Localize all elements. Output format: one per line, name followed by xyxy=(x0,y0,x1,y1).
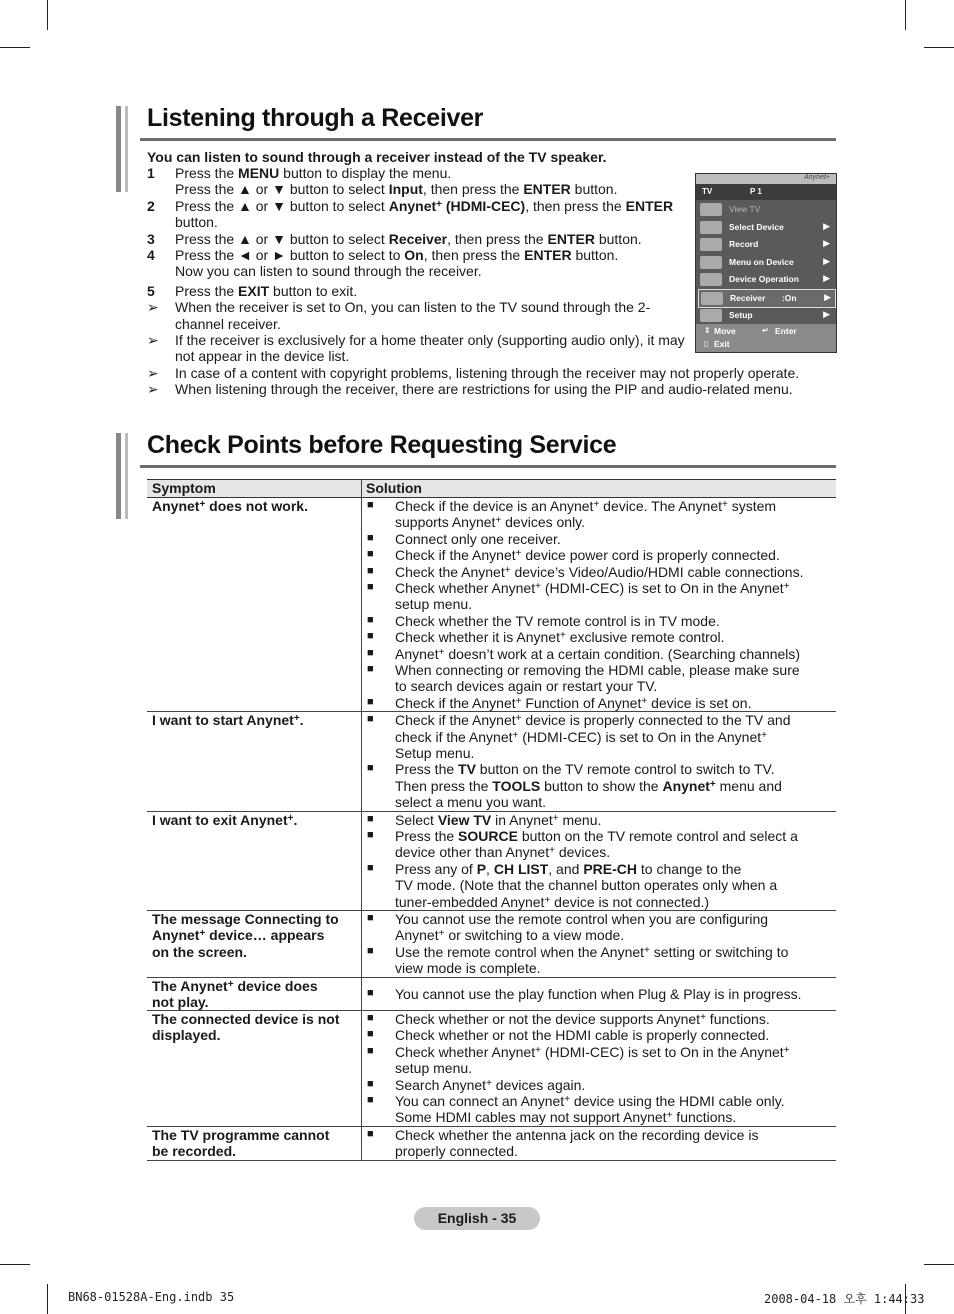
arrow-right-icon: ▶ xyxy=(823,308,830,319)
step-number: 3 xyxy=(147,230,155,247)
symptom-text: not play. xyxy=(152,994,209,1011)
osd-item-label: Device Operation xyxy=(729,274,799,285)
bullet-square-icon: ■ xyxy=(367,1012,374,1024)
bullet-square-icon: ■ xyxy=(367,987,374,999)
step-text: Press the MENU button to display the menu. xyxy=(175,165,452,181)
section-bar xyxy=(116,106,121,192)
solution-text: Check if the Anynet+ device is properly connected to the TV and xyxy=(395,712,791,729)
table-header xyxy=(147,479,836,498)
bullet-square-icon: ■ xyxy=(367,695,374,708)
bullet-square-icon: ■ xyxy=(367,1028,374,1041)
arrow-right-icon: ▶ xyxy=(823,238,830,249)
solution-text: Check whether Anynet+ (HDMI-CEC) is set to On in the Anynet+ xyxy=(395,1043,790,1060)
solution-text: setup menu. xyxy=(395,596,473,613)
bullet-square-icon: ■ xyxy=(367,613,374,626)
symptom-text: The TV programme cannot xyxy=(152,1126,330,1143)
bullet-square-icon: ■ xyxy=(367,861,374,874)
symptom-text: be recorded. xyxy=(152,1143,237,1160)
section-bar xyxy=(125,106,128,192)
symptom-text: on the screen. xyxy=(152,943,247,960)
step-text: Press the ▲ or ▼ button to select Input, then press the ENTER button. xyxy=(175,181,618,198)
step-text: button. xyxy=(175,214,218,231)
step-number: 4 xyxy=(147,247,155,263)
footer-date: 2008-04-18 오후 1:44:33 xyxy=(764,1292,925,1306)
symptom-text: I want to exit Anynet+. xyxy=(152,811,298,828)
solution-text: Use the remote control when the Anynet+ setting or switching to xyxy=(395,943,789,960)
solution-text: Select View TV in Anynet+ menu. xyxy=(395,811,602,828)
bullet-square-icon: ■ xyxy=(367,1127,374,1140)
note-text: If the receiver is exclusively for a home theater only (supporting audio only), it may xyxy=(175,332,685,348)
note-arrow-icon: ➢ xyxy=(147,332,159,348)
section-bar xyxy=(125,433,128,519)
bullet-square-icon: ■ xyxy=(367,1077,374,1090)
solution-text: Setup menu. xyxy=(395,745,475,761)
intro-text: You can listen to sound through a receiver instead of the TV speaker. xyxy=(147,149,607,165)
osd-menu-item xyxy=(698,201,834,218)
bullet-square-icon: ■ xyxy=(367,630,374,643)
solution-text: TV mode. (Note that the channel button operates only when a xyxy=(395,877,778,894)
device-icon xyxy=(700,203,722,216)
osd-item-label: Setup xyxy=(729,309,753,320)
step-text: Press the ▲ or ▼ button to select Anynet+ (HDMI-CEC), then press the ENTER xyxy=(175,197,674,214)
bullet-square-icon: ■ xyxy=(367,812,374,825)
anynet-osd-menu xyxy=(695,173,837,353)
bullet-square-icon: ■ xyxy=(367,912,374,924)
solution-text: Check whether the antenna jack on the recording device is xyxy=(395,1126,759,1143)
solution-text: Check whether Anynet+ (HDMI-CEC) is set to On in the Anynet+ xyxy=(395,580,790,596)
solution-text: Search Anynet+ devices again. xyxy=(395,1076,586,1093)
note-text: When the receiver is set to On, you can listen to the TV sound through the 2- xyxy=(175,299,651,316)
step-number: 2 xyxy=(147,197,155,214)
bullet-square-icon: ■ xyxy=(367,646,374,659)
solution-text: Check the Anynet+ device’s Video/Audio/HDMI cable connections. xyxy=(395,563,804,580)
solution-text: You cannot use the remote control when you are configuring xyxy=(395,911,769,927)
solution-text: tuner-embedded Anynet+ device is not connected.) xyxy=(395,893,710,910)
osd-item-label: Record xyxy=(729,239,759,250)
bullet-square-icon: ■ xyxy=(367,581,374,593)
step-number: 5 xyxy=(147,282,155,299)
enter-icon: ↵ xyxy=(762,326,769,335)
osd-program: P 1 xyxy=(750,187,762,196)
arrow-right-icon: ▶ xyxy=(823,255,830,266)
solution-text: Anynet+ doesn’t work at a certain condition. (Searching channels) xyxy=(395,645,801,662)
solution-text: Check if the Anynet+ Function of Anynet+ device is set on. xyxy=(395,694,752,711)
solution-text: to search devices again or restart your TV. xyxy=(395,678,658,695)
step-text: Now you can listen to sound through the receiver. xyxy=(175,263,482,280)
section-rule xyxy=(140,465,836,468)
device-icon xyxy=(700,309,722,322)
solution-text: select a menu you want. xyxy=(395,794,546,811)
bullet-square-icon: ■ xyxy=(367,548,374,561)
arrow-right-icon: ▶ xyxy=(823,220,830,231)
osd-header xyxy=(696,184,836,200)
symptom-text: The connected device is not xyxy=(152,1011,340,1027)
solution-text: supports Anynet+ devices only. xyxy=(395,514,586,531)
solution-text: Check if the Anynet+ device power cord is properly connected. xyxy=(395,547,780,564)
solution-text: You cannot use the play function when Plug & Play is in progress. xyxy=(395,986,802,1002)
bullet-square-icon: ■ xyxy=(367,531,374,544)
osd-enter-label: Enter xyxy=(775,326,797,336)
osd-item-label: View TV xyxy=(729,204,761,214)
solution-text: You can connect an Anynet+ device using the HDMI cable only. xyxy=(395,1093,785,1109)
step-text: Press the ▲ or ▼ button to select Receiver, then press the ENTER button. xyxy=(175,230,642,247)
solution-text: Press the TV button on the TV remote control to switch to TV. xyxy=(395,761,775,778)
arrow-right-icon: ▶ xyxy=(824,292,831,302)
device-icon xyxy=(701,292,723,305)
note-arrow-icon: ➢ xyxy=(147,364,159,381)
solution-text: Anynet+ or switching to a view mode. xyxy=(395,927,625,944)
solution-text: Connect only one receiver. xyxy=(395,530,561,547)
bullet-square-icon: ■ xyxy=(367,944,374,957)
osd-menu-item xyxy=(698,254,834,271)
section-title-service: Check Points before Requesting Service xyxy=(147,431,617,459)
solution-text: Check if the device is an Anynet+ device. The Anynet+ system xyxy=(395,498,777,514)
table-column-divider xyxy=(361,479,362,1161)
solution-text: Press any of P, CH LIST, and PRE-CH to change to the xyxy=(395,860,742,877)
page-number: English - 35 xyxy=(414,1207,540,1230)
note-text: In case of a content with copyright problems, listening through the receiver may not properly operate. xyxy=(175,364,800,381)
solution-text: Check whether it is Anynet+ exclusive remote control. xyxy=(395,629,725,646)
solution-text: Then press the TOOLS button to show the Anynet+ menu and xyxy=(395,777,782,794)
symptom-text: I want to start Anynet+. xyxy=(152,712,304,729)
step-number: 1 xyxy=(147,165,155,181)
device-icon xyxy=(700,238,722,251)
footer-file: BN68-01528A-Eng.indb 35 xyxy=(68,1290,235,1304)
section-title-receiver: Listening through a Receiver xyxy=(147,104,484,132)
bullet-square-icon: ■ xyxy=(367,1044,374,1057)
osd-footer xyxy=(696,324,836,352)
symptom-text: The message Connecting to xyxy=(152,911,339,927)
step-text: Press the EXIT button to exit. xyxy=(175,282,358,299)
col-solution: Solution xyxy=(366,480,422,496)
osd-item-label: Receiver :On xyxy=(730,293,797,303)
osd-exit-label: Exit xyxy=(714,339,730,349)
exit-icon: ▯ xyxy=(704,339,709,348)
arrow-right-icon: ▶ xyxy=(823,273,830,284)
note-text: channel receiver. xyxy=(175,315,281,332)
solution-text: device other than Anynet+ devices. xyxy=(395,844,611,861)
osd-source: TV xyxy=(702,187,713,196)
solution-text: check if the Anynet+ (HDMI-CEC) is set to On in the Anynet+ xyxy=(395,728,767,745)
bullet-square-icon: ■ xyxy=(367,499,374,511)
bullet-square-icon: ■ xyxy=(367,564,374,577)
anynet-logo: Anynet+ xyxy=(804,174,830,181)
device-icon xyxy=(700,256,722,269)
col-symptom: Symptom xyxy=(152,480,216,496)
section-bar xyxy=(116,433,121,519)
osd-item-label: Select Device xyxy=(729,221,784,232)
device-icon xyxy=(700,273,722,286)
solution-text: properly connected. xyxy=(395,1143,518,1160)
table-row-divider xyxy=(147,1160,836,1161)
osd-item-label: Menu on Device xyxy=(729,256,794,267)
device-icon xyxy=(700,221,722,234)
osd-menu-item xyxy=(698,271,834,288)
bullet-square-icon: ■ xyxy=(367,1094,374,1106)
osd-menu-item xyxy=(698,236,834,253)
symptom-text: displayed. xyxy=(152,1027,221,1044)
note-arrow-icon: ➢ xyxy=(147,381,159,398)
solution-text: Check whether the TV remote control is in TV mode. xyxy=(395,612,720,629)
solution-text: view mode is complete. xyxy=(395,960,541,977)
bullet-square-icon: ■ xyxy=(367,713,374,726)
osd-brand-bar xyxy=(696,174,836,184)
bullet-square-icon: ■ xyxy=(367,762,374,775)
move-icon: ⇕ xyxy=(704,326,711,335)
osd-menu-item xyxy=(698,219,834,236)
step-text: Press the ◄ or ► button to select to On, then press the ENTER button. xyxy=(175,247,619,263)
solution-text: setup menu. xyxy=(395,1060,473,1077)
section-rule xyxy=(140,138,836,141)
osd-move-label: Move xyxy=(714,326,736,336)
symptom-text: Anynet+ does not work. xyxy=(152,498,308,514)
solution-text: Some HDMI cables may not support Anynet+ functions. xyxy=(395,1109,737,1126)
bullet-square-icon: ■ xyxy=(367,663,374,675)
bullet-square-icon: ■ xyxy=(367,829,374,841)
note-arrow-icon: ➢ xyxy=(147,299,159,316)
symptom-text: The Anynet+ device does xyxy=(152,978,318,994)
solution-text: Check whether or not the HDMI cable is properly connected. xyxy=(395,1027,770,1044)
solution-text: When connecting or removing the HDMI cable, please make sure xyxy=(395,662,800,678)
solution-text: Check whether or not the device supports Anynet+ functions. xyxy=(395,1011,770,1027)
osd-menu-item xyxy=(698,307,834,324)
symptom-text: Anynet+ device… appears xyxy=(152,927,325,944)
osd-menu-item xyxy=(698,289,836,308)
note-text: not appear in the device list. xyxy=(175,348,350,365)
solution-text: Press the SOURCE button on the TV remote control and select a xyxy=(395,828,798,844)
note-text: When listening through the receiver, there are restrictions for using the PIP and audio-related menu. xyxy=(175,381,793,398)
